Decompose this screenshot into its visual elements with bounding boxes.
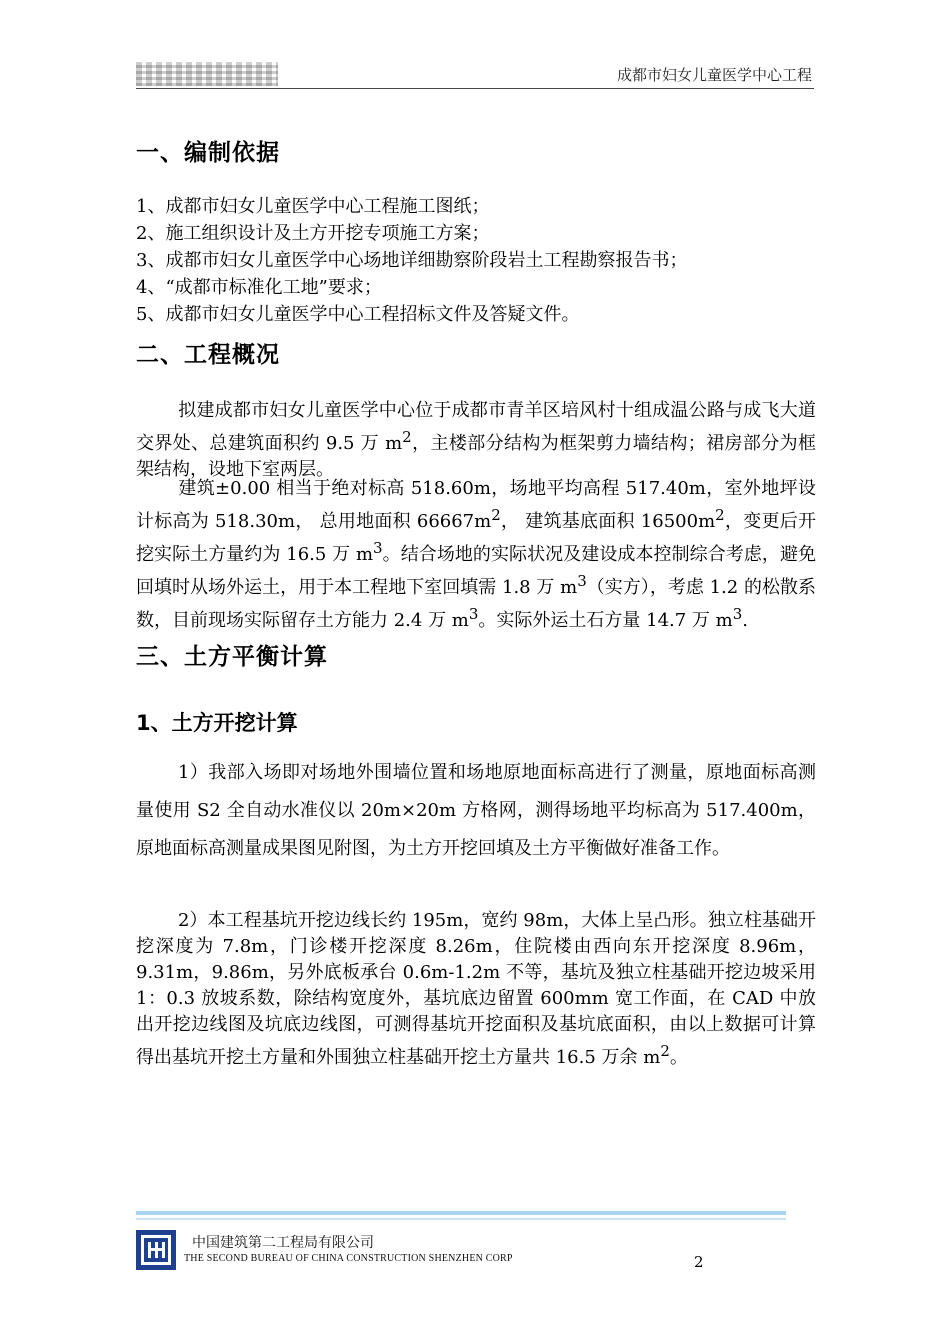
list-item: 1、成都市妇女儿童医学中心工程施工图纸； [136,196,490,217]
excavation-paragraph-2: 2）本工程基坑开挖边线长约 195m，宽约 98m，大体上呈凸形。独立柱基础开挖深度为 7.8m，门诊楼开挖深度 8.26m，住院楼由西向东开挖深度 8.96m，9.31m，9.86m，另外底板承台 0.6m-1.2m 不等，基坑及独立柱基础开挖边坡采用 1：0.3 放坡系数，除结构宽度外，基坑底边留置 600mm 宽工作面，在 CAD 中放出开挖边线图及坑底边线图，可测得基坑开挖面积及基坑底面积，由以上数据可计算得出基坑开挖土方量和外围独立柱基础开挖土方量共 16.5 万余 $m^2$。 [136,910,816,1068]
header-title: 成都市妇女儿童医学中心工程 [616,66,812,84]
footer-company-en: THE SECOND BUREAU OF CHINA CONSTRUCTION SHENZHEN CORP [184,1253,513,1264]
footer-divider-thin [136,1218,786,1220]
cscec-logo-icon [136,1230,176,1270]
basis-list [136,193,826,328]
footer-divider [136,1211,786,1215]
list-item: 4、“成都市标准化工地”要求； [136,277,382,298]
list-item: 3、成都市妇女儿童医学中心场地详细勘察阶段岩土工程勘察报告书； [136,250,688,271]
excavation-paragraph-1: 1）我部入场即对场地外围墙位置和场地原地面标高进行了测量，原地面标高测量使用 S2 全自动水准仪以 20m×20m 方格网，测得场地平均标高为 517.400m，原地面标高测量成果图见附图，为土方开挖回填及土方平衡做好准备工作。 [136,762,816,859]
overview-paragraph-1: 拟建成都市妇女儿童医学中心位于成都市青羊区培风村十组成温公路与成飞大道交界处、总建筑面积约 9.5 万 $m^2$，主楼部分结构为框架剪力墙结构；裙房部分为框架结构，设地下室两层。 [136,400,817,480]
section-title-earthwork: 三、土方平衡计算 [136,644,328,670]
section-title-basis: 一、编制依据 [136,140,280,166]
list-item: 2、施工组织设计及土方开挖专项施工方案； [136,223,490,244]
header-divider [136,88,814,89]
page-number: 2 [694,1253,704,1271]
overview-paragraph-2: 建筑±0.00 相当于绝对标高 518.60m，场地平均高程 517.40m，室外地坪设计标高为 518.30m， 总用地面积 $66667m^2$， 建筑基底面积 $16500m^2$，变更后开挖实际土方量约为 16.5 万 $m^3$。结合场地的实际状况及建设成本控制综合考虑，避免回填时从场外运土，用于本工程地下室回填需 1.8 万 $m^3$（实方），考虑 1.2 的松散系数，目前现场实际留存土方能力 2.4 万 $m^3$。实际外运土石方量 14.7 万 $m^3$. [136,478,817,631]
subsection-title-excavation: 1、土方开挖计算 [136,711,298,735]
footer-company-cn: 中国建筑第二工程局有限公司 [192,1235,374,1251]
section-title-overview: 二、工程概况 [136,342,280,368]
header-pattern [136,62,278,86]
list-item: 5、成都市妇女儿童医学中心工程招标文件及答疑文件。 [136,304,580,325]
